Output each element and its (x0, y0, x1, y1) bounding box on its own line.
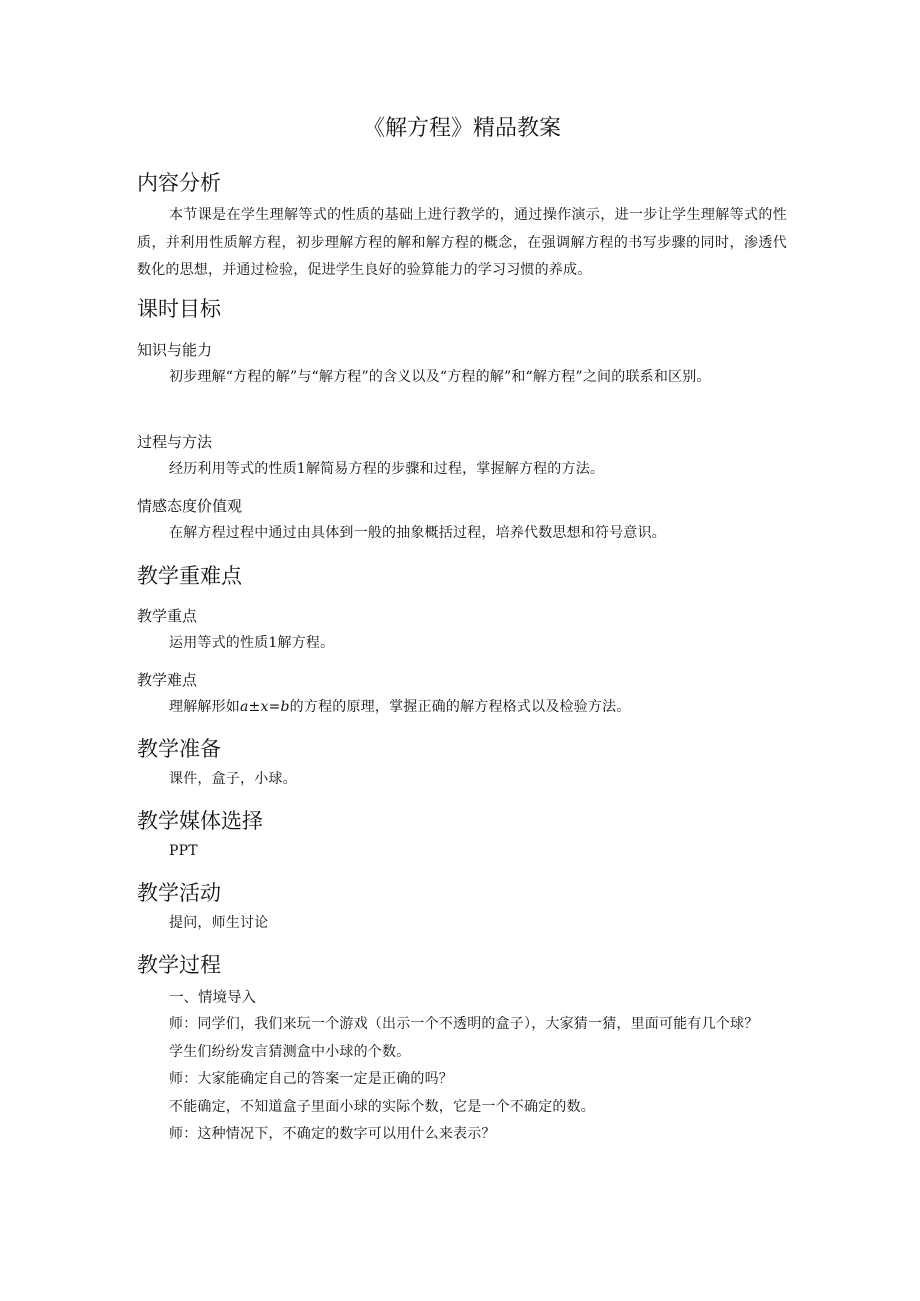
heading-media: 教学媒体选择 (137, 809, 263, 833)
subsection-knowledge (137, 339, 787, 392)
paragraph-difficulty (137, 694, 787, 722)
difficulty-text-after: 的方程的原理，掌握正确的解方程格式以及检验方法。 (289, 699, 631, 715)
heading-situation-intro: 一、情境导入 (169, 990, 256, 1006)
heading-activities: 教学活动 (137, 881, 221, 905)
difficulty-text-before: 理解解形如 (169, 699, 240, 715)
paragraph-knowledge: 初步理解“方程的解”与“解方程”的含义以及“方程的解”和“解方程”之间的联系和区别。 (169, 369, 711, 385)
heading-process-method: 过程与方法 (137, 433, 213, 451)
subsection-difficulty (137, 669, 787, 722)
dialogue-line: 不能确定，不知道盒子里面小球的实际个数，它是一个不确定的数。 (169, 1098, 595, 1115)
section-objectives (137, 294, 787, 324)
heading-teaching-process: 教学过程 (137, 953, 221, 977)
document-title: 《解方程》精品教案 (362, 116, 561, 141)
difficulty-formula: a±x=b (240, 699, 290, 715)
subsection-focus (137, 605, 787, 658)
section-key-points (137, 561, 787, 591)
heading-focus: 教学重点 (137, 607, 198, 625)
section-media (137, 806, 787, 866)
subsection-emotion (137, 495, 787, 548)
paragraph-content-analysis: 本节课是在学生理解等式的性质的基础上进行教学的，通过操作演示，进一步让学生理解等式的性质，并利用性质解方程，初步理解方程的解和解方程的概念，在强调解方程的书写步骤的同时，渗透代数化的思想，并通过检验，促进学生良好的验算能力的学习习惯的养成。 (137, 207, 787, 278)
paragraph-process-method: 经历利用等式的性质1解简易方程的步骤和过程，掌握解方程的方法。 (169, 461, 605, 477)
heading-key-points: 教学重难点 (137, 564, 242, 588)
dialogue-line: 师：这种情况下，不确定的数字可以用什么来表示？ (169, 1126, 496, 1142)
section-content-analysis (137, 168, 787, 285)
dialogue-line: 师：大家能确定自己的答案一定是正确的吗？ (169, 1071, 453, 1087)
paragraph-focus: 运用等式的性质1解方程。 (169, 635, 335, 651)
heading-knowledge: 知识与能力 (137, 341, 213, 359)
section-activities (137, 878, 787, 938)
subsection-process-method (137, 431, 787, 484)
dialogue-line: 学生们纷纷发言猜测盒中小球的个数。 (169, 1043, 411, 1060)
heading-emotion: 情感态度价值观 (137, 497, 243, 515)
heading-content-analysis: 内容分析 (137, 171, 221, 195)
subsection-situation-intro (137, 987, 787, 1149)
paragraph-activities: 提问，师生讨论 (169, 915, 269, 931)
heading-objectives: 课时目标 (137, 297, 221, 321)
heading-difficulty: 教学难点 (137, 671, 198, 689)
paragraph-preparation: 课件，盒子，小球。 (169, 771, 297, 787)
section-teaching-process (137, 950, 787, 980)
heading-preparation: 教学准备 (137, 737, 221, 761)
paragraph-emotion: 在解方程过程中通过由具体到一般的抽象概括过程，培养代数思想和符号意识。 (169, 525, 666, 541)
dialogue-line: 师：同学们，我们来玩一个游戏（出示一个不透明的盒子），大家猜一猜，里面可能有几个球？ (169, 1016, 759, 1032)
section-preparation (137, 734, 787, 794)
paragraph-media: PPT (169, 843, 198, 859)
